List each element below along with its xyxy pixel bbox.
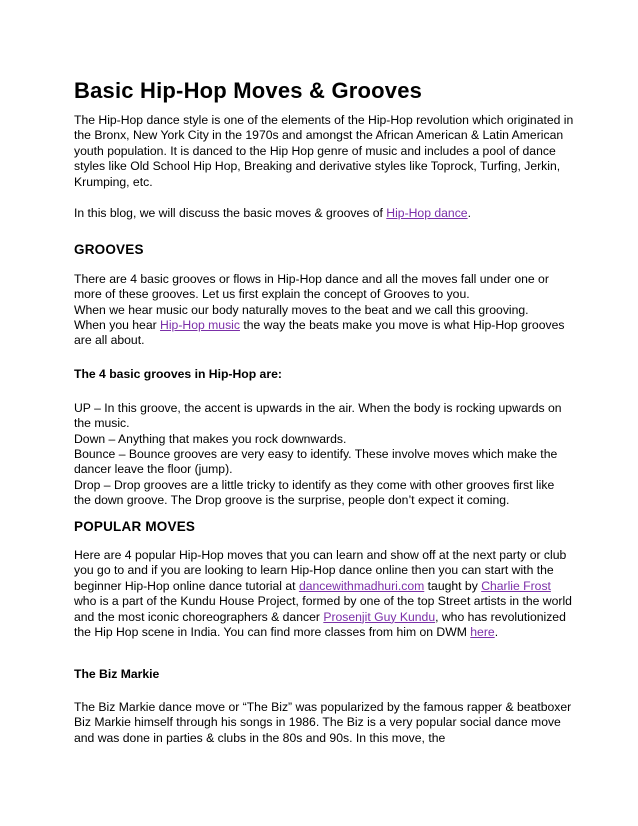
intro-paragraph: The Hip-Hop dance style is one of the elements of the Hip-Hop revolution which originated in the Bronx, New York City in the 1970s and amongst the African American & Latin American youth population. It is danced to the Hip Hop genre of music and includes a pool of dance styles like Old School Hip Hop, Breaking and derivative styles like Toprock, Turfing, Jerkin, Krumping, etc. bbox=[74, 113, 574, 189]
groove-up: UP – In this groove, the accent is upwards in the air. When the body is rocking upwards on the music. bbox=[74, 401, 562, 431]
grooves-heading: GROOVES bbox=[74, 242, 144, 257]
prosenjit-guy-kundu-link[interactable]: Prosenjit Guy Kundu bbox=[323, 609, 436, 624]
grooves-text-after: the way the beats make you move is what Hip-Hop grooves are all about. bbox=[74, 318, 565, 348]
hip-hop-dance-link[interactable]: Hip-Hop dance bbox=[386, 206, 468, 220]
dancewithmadhuri-link[interactable]: dancewithmadhuri.com bbox=[298, 578, 425, 593]
charlie-frost-link[interactable]: Charlie Frost bbox=[481, 578, 551, 593]
popular-moves-text-5: . bbox=[494, 625, 499, 640]
popular-moves-text-3: who is a part of the Kundu House Project, formed by one of the top Street artists in the world and the most iconic choreographers & dancer bbox=[74, 594, 572, 624]
popular-moves-heading: POPULAR MOVES bbox=[74, 519, 196, 534]
popular-moves-text-1: Here are 4 popular Hip-Hop moves that you can learn and show off at the next party or club you go to and if you are looking to learn Hip-Hop dance online then you can start with the beginner Hip-Hop online dance tutorial at bbox=[74, 548, 567, 593]
groove-bounce: Bounce – Bounce grooves are very easy to identify. These involve moves which make the dancer leave the floor (jump). bbox=[74, 447, 558, 477]
groove-drop: Drop – Drop grooves are a little tricky to identify as they come with other grooves first like the down groove. The Drop groove is the surprise, people don’t expect it coming. bbox=[74, 478, 555, 508]
grooves-paragraph-3 bbox=[74, 318, 574, 349]
blog-intro-end: . bbox=[467, 206, 471, 220]
grooves-paragraph-1: There are 4 basic grooves or flows in Hip-Hop dance and all the moves fall under one or more of these grooves. Let us first explain the concept of Grooves to you. bbox=[74, 272, 549, 302]
page-title: Basic Hip-Hop Moves & Grooves bbox=[74, 78, 423, 103]
dwm-here-link[interactable]: here bbox=[470, 625, 495, 640]
biz-markie-heading: The Biz Markie bbox=[74, 667, 160, 681]
grooves-text-before: When you hear bbox=[74, 318, 161, 332]
grooves-paragraph-2: When we hear music our body naturally moves to the beat and we call this grooving. bbox=[74, 303, 529, 317]
four-grooves-heading: The 4 basic grooves in Hip-Hop are: bbox=[74, 367, 282, 381]
popular-moves-text-4: , who has revolutionized the Hip Hop scene in India. You can find more classes from him on DWM bbox=[74, 609, 566, 640]
groove-down: Down – Anything that makes you rock downwards. bbox=[74, 432, 347, 446]
popular-moves-paragraph bbox=[74, 548, 574, 640]
popular-moves-text-2: taught by bbox=[424, 578, 482, 593]
blog-intro-line bbox=[74, 206, 574, 221]
hip-hop-music-link[interactable]: Hip-Hop music bbox=[160, 318, 240, 332]
blog-intro-text: In this blog, we will discuss the basic moves & grooves of bbox=[74, 206, 387, 220]
biz-markie-paragraph: The Biz Markie dance move or “The Biz” was popularized by the famous rapper & beatboxer Biz Markie himself through his songs in 1986. The Biz is a very popular social dance move and was done in parties & clubs in the 80s and 90s. In this move, the bbox=[74, 700, 572, 745]
